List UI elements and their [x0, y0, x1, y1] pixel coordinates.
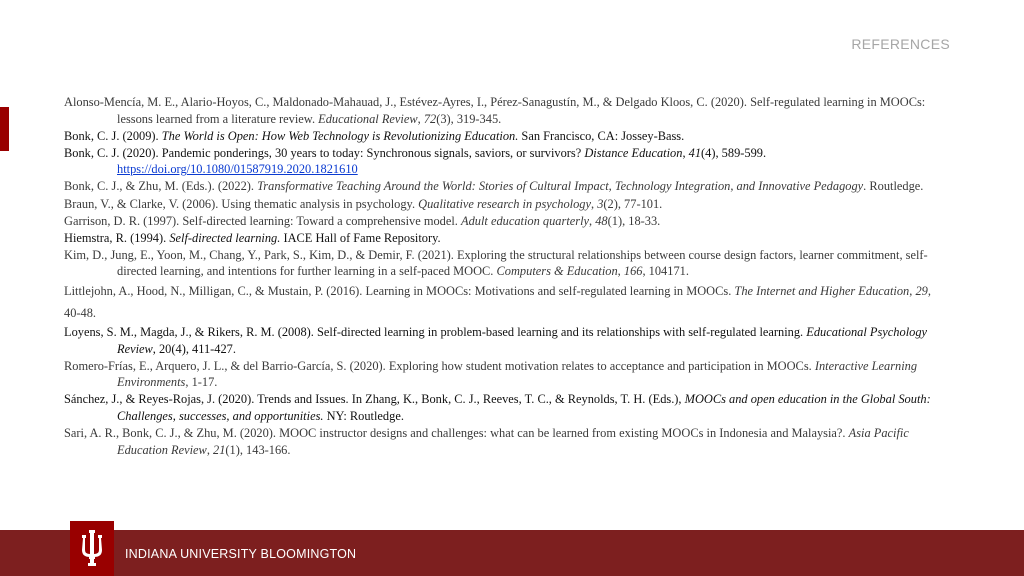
reference-list [64, 94, 944, 459]
reference-item: Sari, A. R., Bonk, C. J., & Zhu, M. (2020). MOOC instructor designs and challenges: what can be learned from existing MOOCs in Indonesia and Malaysia?. Asia Pacific Education Review, 21(1), 143-166. [64, 426, 909, 457]
reference-item: Loyens, S. M., Magda, J., & Rikers, R. M. (2008). Self-directed learning in problem-based learning and its relationships with self-regulated learning. Educational Psychology Review, 20(4), 411-427. [64, 325, 928, 356]
reference-item: Kim, D., Jung, E., Yoon, M., Chang, Y., Park, S., Kim, D., & Demir, F. (2021). Exploring the structural relationships between course design factors, learner commitment, self-directed learning, and intentions for further learning in a self-paced MOOC. Computers & Education, 166, 104171. [64, 247, 928, 279]
reference-item: Hiemstra, R. (1994). Self-directed learning. IACE Hall of Fame Repository. [64, 230, 441, 245]
reference-item: Bonk, C. J., & Zhu, M. (Eds.). (2022). Transformative Teaching Around the World: Stories of Cultural Impact, Technology Integration, and Innovative Pedagogy. Routledge. [64, 179, 924, 194]
footer-bar [0, 530, 1024, 576]
accent-bar [0, 107, 9, 151]
doi-link[interactable]: https://doi.org/10.1080/01587919.2020.1821610 [117, 162, 358, 177]
reference-item: Sánchez, J., & Reyes-Rojas, J. (2020). Trends and Issues. In Zhang, K., Bonk, C. J., Reeves, T. C., & Reynolds, T. H. (Eds.), MOOCs and open education in the Global South: Challenges, successes, and opportunities. NY: Routledge. [64, 392, 931, 423]
reference-item: Garrison, D. R. (1997). Self-directed learning: Toward a comprehensive model. Adult education quarterly, 48(1), 18-33. [64, 213, 661, 228]
reference-item: Littlejohn, A., Hood, N., Milligan, C., & Mustain, P. (2016). Learning in MOOCs: Motivations and self-regulated learning in MOOCs. The Internet and Higher Education, 29, 40-48. [64, 283, 931, 320]
reference-item: Braun, V., & Clarke, V. (2006). Using thematic analysis in psychology. Qualitative research in psychology, 3(2), 77-101. [64, 196, 663, 211]
reference-item: Bonk, C. J. (2020). Pandemic ponderings, 30 years to today: Synchronous signals, saviors, or survivors? Distance Education, 41(4), 589-599. https://doi.org/10.1080/01587919.2020.1821610 [64, 145, 767, 177]
reference-item: Alonso-Mencía, M. E., Alario-Hoyos, C., Maldonado-Mahauad, J., Estévez-Ayres, I., Pérez-Sanagustín, M., & Delgado Kloos, C. (2020). Self-regulated learning in MOOCs: lessons learned from a literature review. Educational Review, 72(3), 319-345. [64, 95, 926, 126]
iu-trident-logo-icon [70, 521, 114, 576]
slide-title: REFERENCES [851, 36, 950, 52]
institution-name: INDIANA UNIVERSITY BLOOMINGTON [125, 547, 357, 561]
reference-item: Romero-Frías, E., Arquero, J. L., & del Barrio-García, S. (2020). Exploring how student motivation relates to acceptance and participation in MOOCs. Interactive Learning Environments, 1-17. [64, 358, 918, 390]
reference-item: Bonk, C. J. (2009). The World is Open: How Web Technology is Revolutionizing Education. San Francisco, CA: Jossey-Bass. [64, 128, 685, 143]
